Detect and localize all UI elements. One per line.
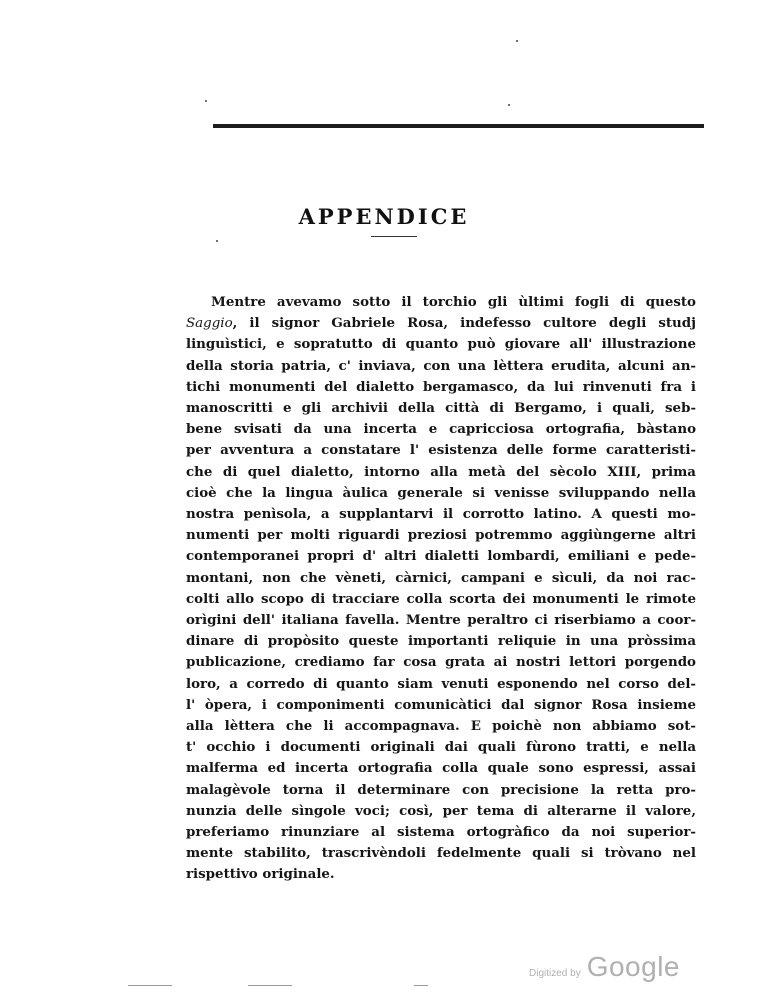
text-line: dinare di propòsito queste importanti reliquie in una pròssima [186, 633, 696, 650]
text-line: montani, non che vèneti, càrnici, campani e sìculi, da noi rac- [186, 569, 696, 586]
text-line: numenti per molti riguardi preziosi potremmo aggiùngerne altri [186, 527, 696, 544]
google-logo-text: Google [586, 951, 680, 982]
text-line: nunzia delle sìngole voci; così, per tema di alterarne il valore, [186, 802, 696, 819]
text-line: mente stabilito, trascrivèndoli fedelmente quali si tròvano nel [186, 845, 696, 862]
ink-speck [508, 104, 510, 106]
header-rule [213, 124, 704, 128]
google-watermark [529, 951, 680, 983]
text-line: alla lèttera che li accompagnava. E poichè non abbiamo sot- [186, 718, 696, 735]
appendix-paragraph [186, 292, 696, 886]
page-title: APPENDICE [298, 204, 470, 229]
text-line: contemporanei propri d' altri dialetti lombardi, emiliani e pede- [186, 548, 696, 565]
ink-speck [216, 240, 218, 242]
text-line: orìgini dell' italiana favella. Mentre peraltro ci riserbiamo a coor- [186, 612, 696, 629]
text-line: malferma ed incerta ortografia colla quale sono espressi, assai [186, 760, 696, 777]
text-line: Saggio, il signor Gabriele Rosa, indefesso cultore degli studj [186, 315, 696, 332]
ink-speck [205, 100, 207, 102]
footer-rule [414, 985, 428, 986]
text-line: loro, a corredo di quanto siam venuti esponendo nel corso del- [186, 675, 696, 692]
text-line: manoscritti e gli archivii della città di Bergamo, i quali, seb- [186, 400, 696, 417]
footer-rule [128, 985, 172, 986]
text-line: cioè che la lingua àulica generale si venisse sviluppando nella [186, 484, 696, 501]
text-line: preferiamo rinunziare al sistema ortogràfico da noi superior- [186, 824, 696, 841]
text-line: publicazione, crediamo far cosa grata ai nostri lettori porgendo [186, 654, 696, 671]
text-line: della storia patria, c' inviava, con una lèttera erudita, alcuni an- [186, 357, 696, 374]
footer-rule [248, 985, 292, 986]
text-line: colti allo scopo di tracciare colla scorta dei monumenti le rimote [186, 590, 696, 607]
text-line: bene svisati da una incerta e capricciosa ortografia, bàstano [186, 421, 696, 438]
text-line: malagèvole torna il determinare con precisione la retta pro- [186, 781, 696, 798]
text-line: per avventura a constatare l' esistenza delle forme caratteristi- [186, 442, 696, 459]
text-line: linguìstici, e sopratutto di quanto può giovare all' illustrazione [186, 336, 696, 353]
watermark-prefix: Digitized by [529, 968, 581, 979]
text-line: Mentre avevamo sotto il torchio gli ùltimi fogli di questo [211, 294, 696, 310]
text-line: l' òpera, i componimenti comunicàtici dal signor Rosa insieme [186, 696, 696, 713]
text-line: tichi monumenti del dialetto bergamasco, da lui rinvenuti fra i [186, 378, 696, 395]
ink-speck [516, 40, 518, 42]
text-line: t' occhio i documenti originali dai quali fùrono tratti, e nella [186, 739, 696, 756]
title-underline [371, 236, 417, 237]
italic-word: Saggio [186, 316, 233, 332]
text-line: nostra penìsola, a supplantarvi il corrotto latino. A questi mo- [186, 506, 696, 523]
text-line: rispettivo originale. [186, 866, 335, 883]
text-line: che di quel dialetto, intorno alla metà del sècolo XIII, prima [186, 463, 696, 480]
